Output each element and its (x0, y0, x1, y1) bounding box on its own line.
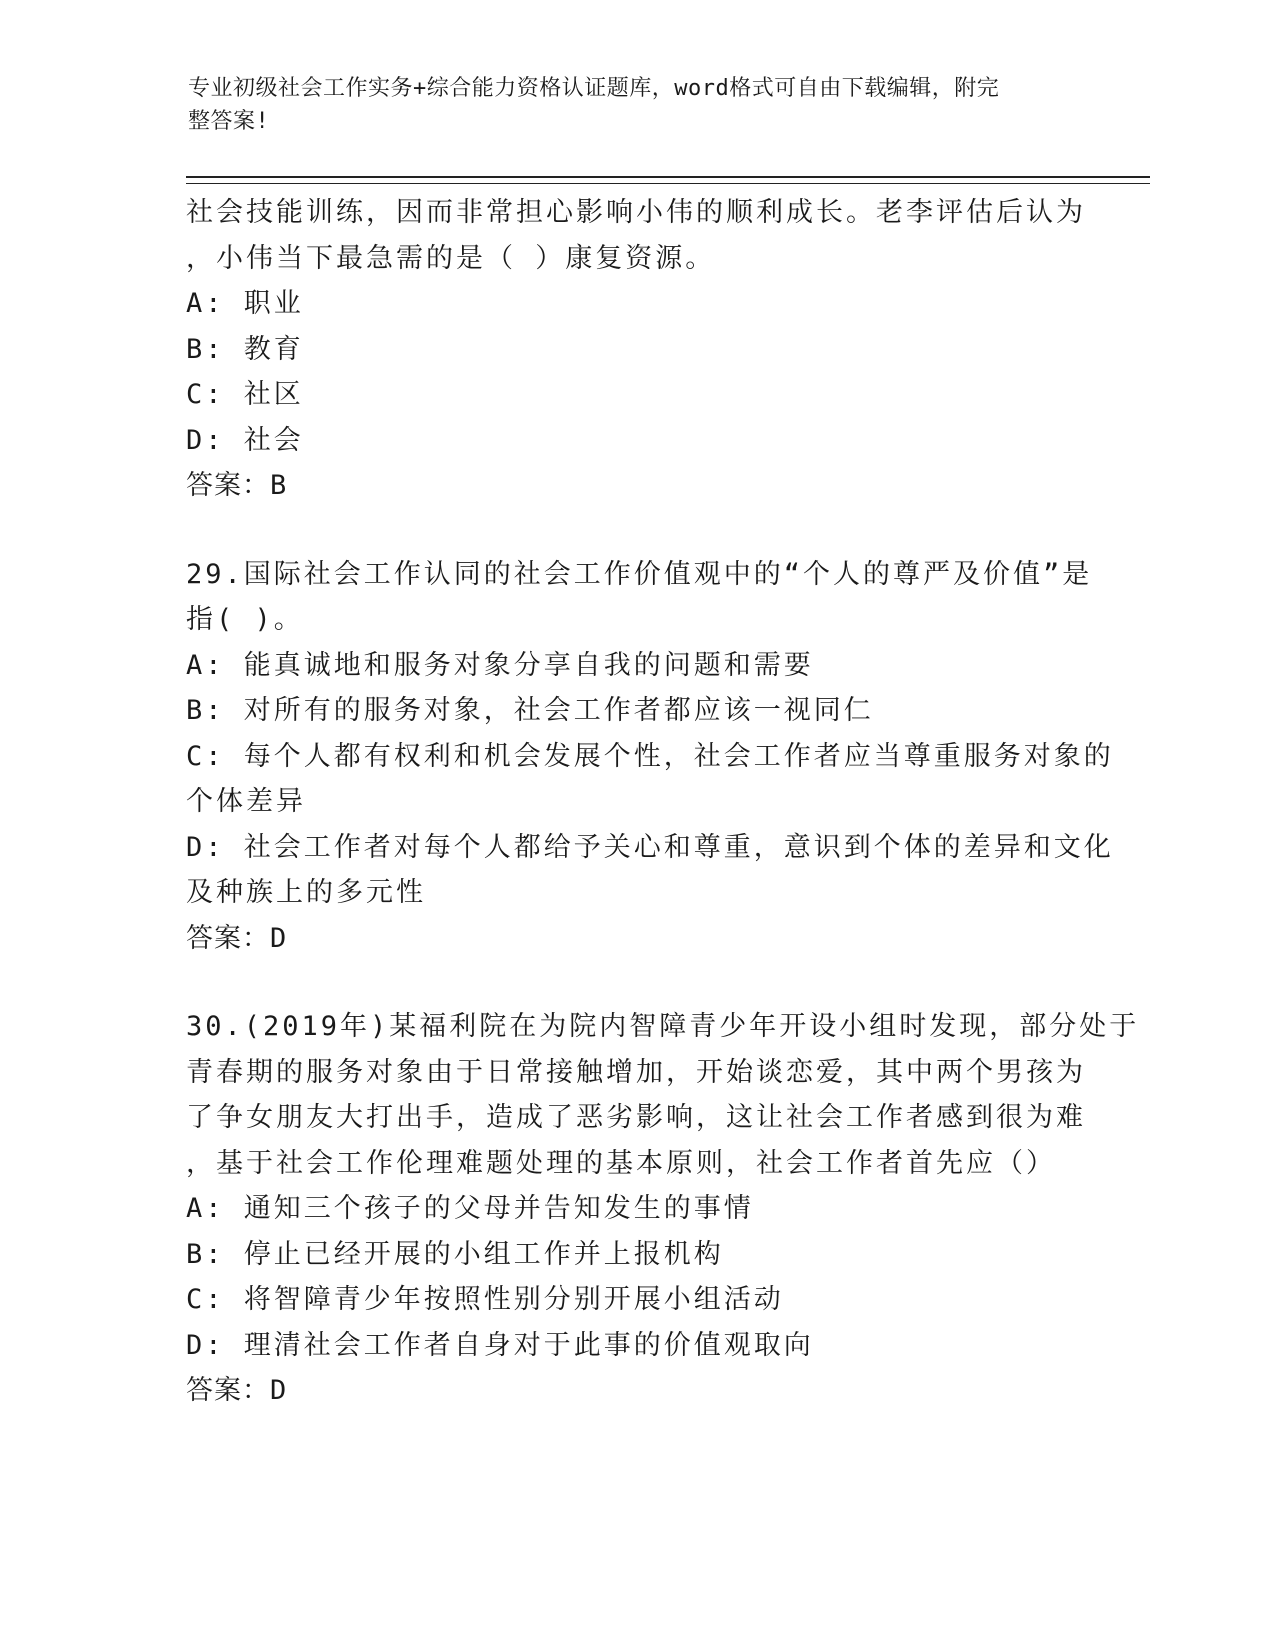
question-stem-line: 指( )。 (186, 604, 304, 635)
header-divider-thin (186, 183, 1150, 184)
spacer (186, 961, 1086, 1004)
answer: 答案：B (186, 470, 288, 501)
page-header (188, 72, 1088, 138)
header-line-2: 整答案! (188, 109, 270, 134)
option-c: C: 每个人都有权利和机会发展个性，社会工作者应当尊重服务对象的 (186, 740, 1114, 772)
question-stem-line: ，基于社会工作伦理难题处理的基本原则，社会工作者首先应（） (186, 1147, 1056, 1179)
document-body (186, 190, 1140, 1414)
question-30 (186, 1004, 1140, 1414)
question-28 (186, 190, 1086, 509)
header-line-1: 专业初级社会工作实务+综合能力资格认证题库，word格式可自由下载编辑，附完 (188, 76, 1000, 101)
option-a: A: 能真诚地和服务对象分享自我的问题和需要 (186, 649, 814, 681)
header-divider-thick (186, 176, 1150, 178)
option-b: B: 停止已经开展的小组工作并上报机构 (186, 1238, 724, 1270)
option-b: B: 对所有的服务对象，社会工作者都应该一视同仁 (186, 695, 874, 726)
question-stem-line: 社会技能训练，因而非常担心影响小伟的顺利成长。老李评估后认为 (186, 197, 1086, 228)
question-stem-line: 30.(2019年)某福利院在为院内智障青少年开设小组时发现，部分处于 (186, 1011, 1140, 1042)
option-a: A: 职业 (186, 288, 304, 319)
option-d: D: 理清社会工作者自身对于此事的价值观取向 (186, 1329, 814, 1361)
option-c-continued: 个体差异 (186, 786, 306, 817)
answer: 答案：D (186, 922, 288, 954)
option-d: D: 社会工作者对每个人都给予关心和尊重，意识到个体的差异和文化 (186, 831, 1114, 863)
option-d: D: 社会 (186, 424, 304, 456)
option-c: C: 社区 (186, 379, 304, 410)
question-stem-line: ，小伟当下最急需的是（ ）康复资源。 (186, 242, 716, 274)
answer: 答案：D (186, 1375, 288, 1406)
option-c: C: 将智障青少年按照性别分别开展小组活动 (186, 1284, 784, 1315)
question-stem-line: 了争女朋友大打出手，造成了恶劣影响，这让社会工作者感到很为难 (186, 1102, 1086, 1133)
spacer (186, 509, 1086, 552)
option-a: A: 通知三个孩子的父母并告知发生的事情 (186, 1193, 754, 1224)
question-29 (186, 552, 1114, 962)
question-stem-line: 青春期的服务对象由于日常接触增加，开始谈恋爱，其中两个男孩为 (186, 1056, 1086, 1088)
option-b: B: 教育 (186, 333, 304, 365)
question-stem-line: 29.国际社会工作认同的社会工作价值观中的“个人的尊严及价值”是 (186, 558, 1093, 590)
option-d-continued: 及种族上的多元性 (186, 877, 426, 908)
